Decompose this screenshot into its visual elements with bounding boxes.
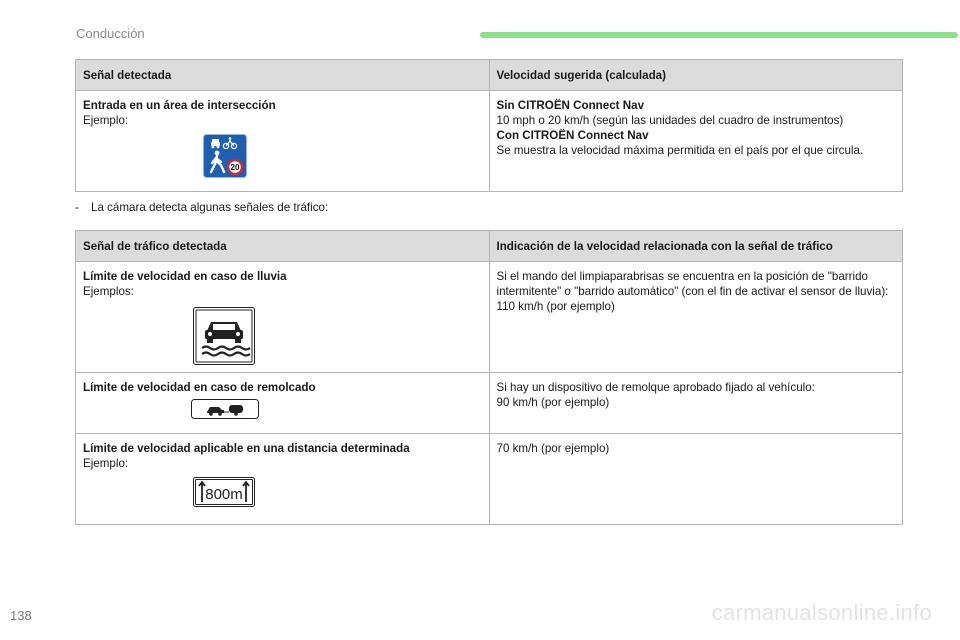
- table-cell: [76, 262, 490, 373]
- rain-car-sign-icon: [193, 307, 482, 365]
- sign-distance-text: 800m: [205, 486, 243, 503]
- table-header-row: [76, 231, 903, 262]
- cell-text: 10 mph o 20 km/h (según las unidades del cuadro de instrumentos): [496, 114, 844, 127]
- note-text: La cámara detecta algunas señales de tráfico:: [91, 201, 329, 214]
- table-header-cell: Indicación de la velocidad relacionada con la señal de tráfico: [489, 231, 903, 262]
- watermark: carmanualsonline.info: [711, 600, 932, 625]
- distance-800m-sign-icon: [193, 477, 482, 507]
- intersection-zone-sign-icon: [203, 134, 482, 178]
- row-title: Límite de velocidad en caso de remolcado: [83, 381, 316, 394]
- table-cell: [489, 373, 903, 434]
- table-cell: [76, 434, 490, 525]
- traffic-sign-table: [75, 230, 903, 525]
- table-row: [76, 91, 903, 192]
- table-header-row: [76, 60, 903, 91]
- cell-heading: Sin CITROËN Connect Nav: [496, 99, 645, 112]
- cell-text: Si el mando del limpiaparabrisas se encuentra en la posición de "barrido intermitente" o "barrido automático" (con el fin de activar el sensor de lluvia):: [496, 270, 889, 298]
- table-header-cell: Señal de tráfico detectada: [76, 231, 490, 262]
- example-label: Ejemplo:: [83, 457, 129, 470]
- cell-text: Si hay un dispositivo de remolque aprobado fijado al vehículo:: [496, 381, 815, 394]
- table-header-cell: Señal detectada: [76, 60, 490, 91]
- table-row: [76, 434, 903, 525]
- example-label: Ejemplos:: [83, 285, 134, 298]
- example-label: Ejemplo:: [83, 114, 129, 127]
- table-cell: [76, 91, 490, 192]
- row-title: Límite de velocidad aplicable en una distancia determinada: [83, 442, 410, 455]
- table-cell: [489, 434, 903, 525]
- cell-heading: Con CITROËN Connect Nav: [496, 129, 649, 142]
- table-header-cell: Velocidad sugerida (calculada): [489, 60, 903, 91]
- cell-text: 110 km/h (por ejemplo): [496, 300, 615, 313]
- row-title: Entrada en un área de intersección: [83, 99, 276, 112]
- suggested-speed-table: [75, 59, 903, 192]
- table-row: [76, 373, 903, 434]
- page-number: 138: [10, 608, 32, 623]
- cell-text: Se muestra la velocidad máxima permitida en el país por el que circula.: [496, 144, 864, 157]
- section-accent-bar: [480, 32, 958, 38]
- cell-text: 90 km/h (por ejemplo): [496, 396, 610, 409]
- table-row: [76, 262, 903, 373]
- bullet-dash: -: [75, 201, 79, 214]
- row-title: Límite de velocidad en caso de lluvia: [83, 270, 287, 283]
- sign-number: 20: [230, 163, 240, 172]
- table-cell: [489, 91, 903, 192]
- towing-car-sign-icon: [191, 399, 482, 419]
- table-cell: [489, 262, 903, 373]
- table-cell: [76, 373, 490, 434]
- section-title: Conducción: [76, 26, 145, 41]
- bullet-note: [75, 201, 328, 214]
- cell-text: 70 km/h (por ejemplo): [496, 442, 610, 455]
